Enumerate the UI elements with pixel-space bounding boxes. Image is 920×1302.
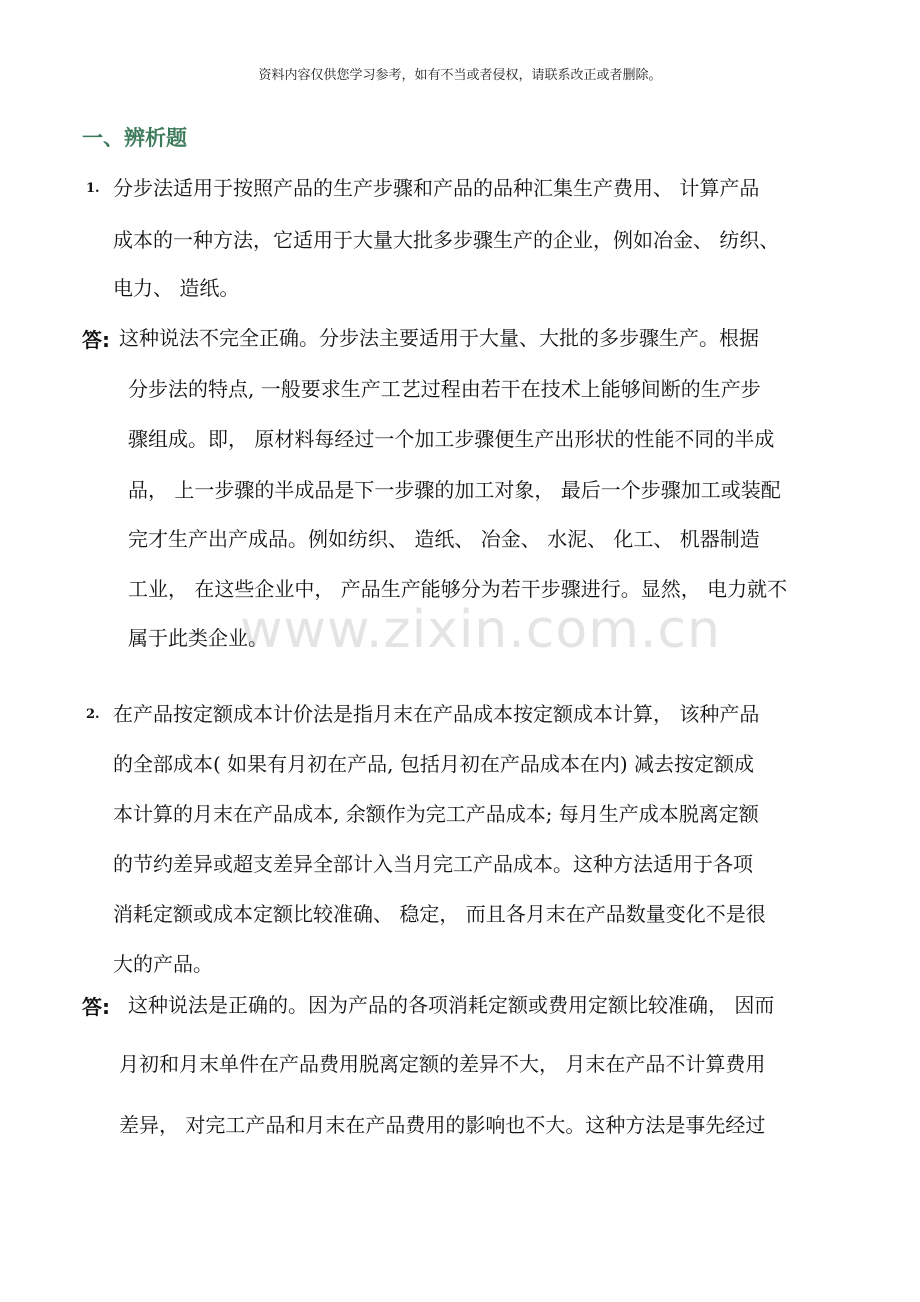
question-line: 大的产品。 bbox=[113, 952, 213, 976]
question-line: 成本的一种方法，它适用于大量大批多步骤生产的企业，例如冶金、 纺织、 bbox=[113, 228, 780, 252]
question-number: 2. bbox=[86, 707, 100, 722]
watermark: www.zixin.com.cn bbox=[240, 600, 721, 660]
answer-line: 品， 上一步骤的半成品是下一步骤的加工对象， 最后一个步骤加工或装配 bbox=[128, 478, 781, 502]
question-line: 的全部成本( 如果有月初在产品, 包括月初在产品成本在内) 减去按定额成 bbox=[113, 752, 755, 776]
answer-line: 这种说法不完全正确。分步法主要适用于大量、大批的多步骤生产。根据 bbox=[119, 326, 759, 350]
answer-line: 月初和月末单件在产品费用脱离定额的差异不大， 月末在产品不计算费用 bbox=[119, 1052, 766, 1076]
question-line: 的节约差异或超支差异全部计入当月完工产品成本。这种方法适用于各项 bbox=[113, 852, 753, 876]
answer-line: 差异， 对完工产品和月末在产品费用的影响也不大。这种方法是事先经过 bbox=[119, 1113, 766, 1137]
answer-line: 分步法的特点, 一般要求生产工艺过程由若干在技术上能够间断的生产步 bbox=[128, 377, 761, 401]
answer-label: 答: bbox=[82, 328, 110, 352]
answer-line: 骤组成。即， 原材料每经过一个加工步骤便生产出形状的性能不同的半成 bbox=[128, 427, 775, 451]
answer-line: 工业， 在这些企业中， 产品生产能够分为若干步骤进行。显然， 电力就不 bbox=[128, 577, 788, 601]
question-line: 在产品按定额成本计价法是指月末在产品成本按定额成本计算， 该种产品 bbox=[113, 702, 760, 726]
question-line: 本计算的月末在产品成本, 余额作为完工产品成本; 每月生产成本脱离定额 bbox=[113, 802, 759, 826]
answer-label: 答: bbox=[82, 995, 110, 1019]
question-line: 电力、 造纸。 bbox=[113, 276, 240, 300]
header-note: 资料内容仅供您学习参考，如有不当或者侵权，请联系改正或者删除。 bbox=[258, 68, 662, 83]
answer-line: 这种说法是正确的。因为产品的各项消耗定额或费用定额比较准确， 因而 bbox=[128, 993, 775, 1017]
question-number: 1. bbox=[86, 181, 100, 196]
answer-line: 属于此类企业。 bbox=[128, 626, 268, 650]
question-line: 分步法适用于按照产品的生产步骤和产品的品种汇集生产费用、 计算产品 bbox=[113, 176, 760, 200]
section-title: 一、辨析题 bbox=[82, 126, 187, 150]
answer-line: 完才生产出产成品。例如纺织、 造纸、 冶金、 水泥、 化工、 机器制造 bbox=[128, 527, 760, 551]
question-line: 消耗定额或成本定额比较准确、 稳定， 而且各月末在产品数量变化不是很 bbox=[113, 902, 766, 926]
